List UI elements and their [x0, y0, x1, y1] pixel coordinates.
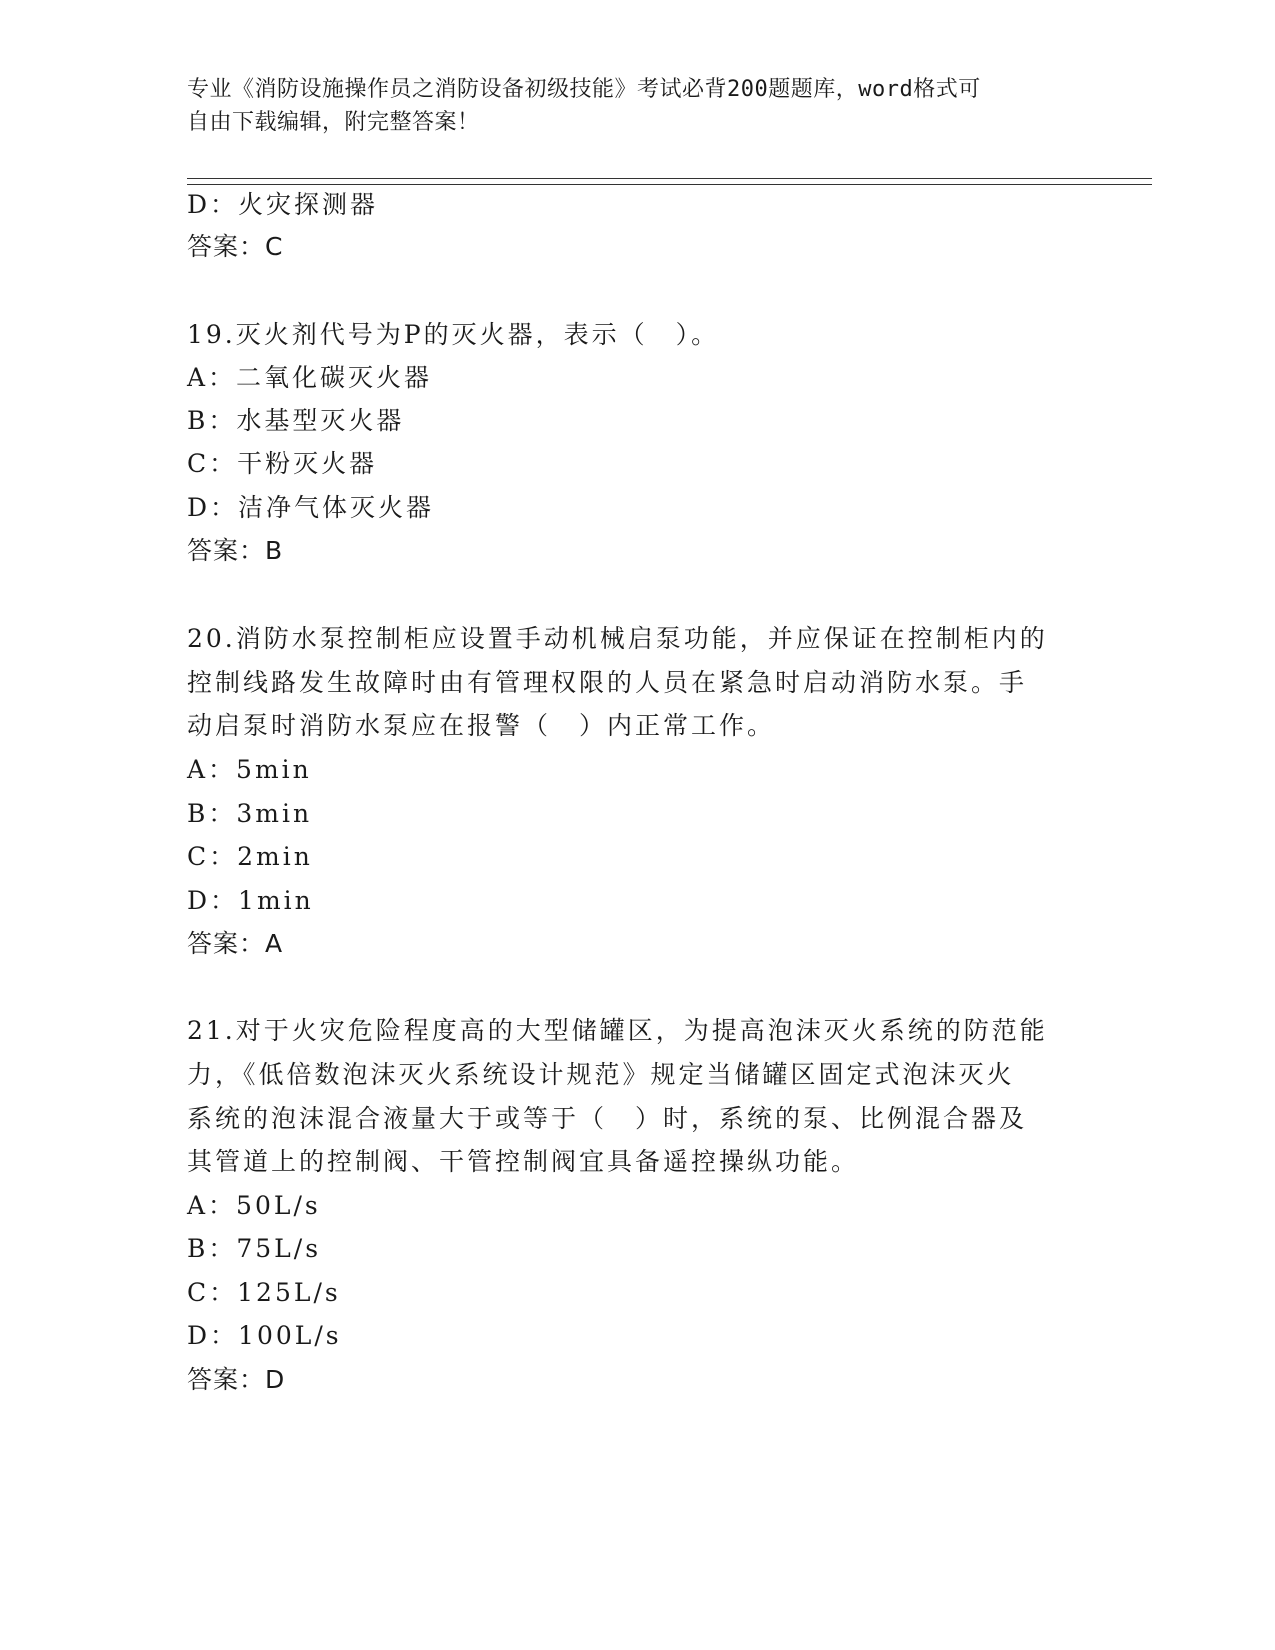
answer-line: 答案：A	[187, 929, 284, 958]
option-a: A：5min	[187, 755, 312, 784]
option-c: C：干粉灭火器	[187, 449, 378, 478]
header-line-1: 专业《消防设施操作员之消防设备初级技能》考试必背200题题库，word格式可	[187, 77, 981, 102]
answer-line: 答案：D	[187, 1365, 286, 1394]
option-c: C：125L/s	[187, 1278, 341, 1307]
option-a: A：50L/s	[187, 1191, 321, 1220]
question-21-line-4: 其管道上的控制阀、干管控制阀宜具备遥控操纵功能。	[187, 1147, 860, 1176]
question-20-line-2: 控制线路发生故障时由有管理权限的人员在紧急时启动消防水泵。手	[187, 668, 1028, 697]
option-a: A：二氧化碳灭火器	[187, 363, 433, 392]
option-d: D：1min	[187, 886, 314, 915]
option-d: D：火灾探测器	[187, 190, 379, 219]
question-20-line-3: 动启泵时消防水泵应在报警（ ）内正常工作。	[187, 711, 776, 740]
answer-line: 答案：C	[187, 232, 284, 261]
header-divider	[187, 178, 1152, 185]
question-19: 19.灭火剂代号为P的灭火器，表示（ ）。	[187, 320, 720, 349]
option-d: D：洁净气体灭火器	[187, 493, 435, 522]
option-b: B：75L/s	[187, 1234, 322, 1263]
header-line-2: 自由下载编辑，附完整答案！	[187, 110, 480, 135]
answer-line: 答案：B	[187, 536, 284, 565]
question-21-line-2: 力，《低倍数泡沫灭火系统设计规范》规定当储罐区固定式泡沫灭火	[187, 1060, 1015, 1089]
question-21-line-3: 系统的泡沫混合液量大于或等于（ ）时，系统的泵、比例混合器及	[187, 1104, 1028, 1133]
question-21-line-1: 21.对于火灾危险程度高的大型储罐区，为提高泡沫灭火系统的防范能	[187, 1016, 1048, 1045]
option-b: B：水基型灭火器	[187, 406, 405, 435]
option-d: D：100L/s	[187, 1321, 342, 1350]
option-b: B：3min	[187, 799, 313, 828]
document-header	[187, 73, 1107, 139]
option-c: C：2min	[187, 842, 313, 871]
question-20-line-1: 20.消防水泵控制柜应设置手动机械启泵功能，并应保证在控制柜内的	[187, 624, 1048, 653]
